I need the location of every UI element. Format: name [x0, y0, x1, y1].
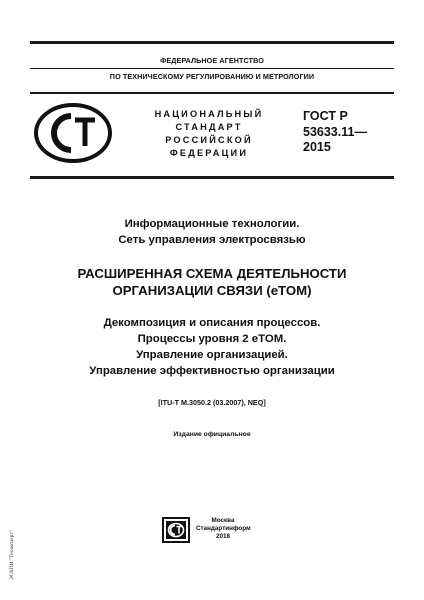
standard-line-3: РОССИЙСКОЙ — [165, 135, 253, 145]
subtitle-line-4: Управление эффективностью организации — [89, 365, 335, 377]
gost-line-1: ГОСТ Р — [303, 109, 348, 123]
edition-label: Издание официальное — [173, 431, 251, 438]
main-title-line-2: ОРГАНИЗАЦИИ СВЯЗИ (eTOM) — [112, 283, 312, 298]
subtitle-line-1: Декомпозиция и описания процессов. — [103, 317, 321, 329]
publisher-name: Стандартинформ — [196, 525, 251, 532]
itu-reference: [ITU-T M.3050.2 (03.2007), NEQ] — [158, 398, 266, 407]
gost-line-2: 53633.11— — [303, 125, 367, 139]
agency-line-2: ПО ТЕХНИЧЕСКОМУ РЕГУЛИРОВАНИЮ И МЕТРОЛОГИИ — [109, 72, 315, 81]
agency-divider — [30, 68, 394, 69]
publisher-year: 2018 — [215, 533, 230, 540]
title-line-2: Сеть управления электросвязью — [118, 234, 306, 246]
subtitle-line-3: Управление организацией. — [136, 349, 288, 361]
side-note: ЭСКПИ "Техэксперт" — [9, 530, 15, 580]
standard-line-4: ФЕДЕРАЦИИ — [169, 148, 249, 158]
agency-line-1: ФЕДЕРАЛЬНОЕ АГЕНТСТВО — [160, 56, 264, 65]
top-rule — [30, 41, 394, 44]
subtitle-line-2: Процессы уровня 2 eTOM. — [137, 333, 287, 345]
publisher-city: Москва — [211, 517, 235, 524]
title-line-1: Информационные технологии. — [124, 218, 300, 230]
header-rule — [30, 92, 394, 94]
rst-emblem-icon — [33, 102, 113, 164]
standard-line-1: НАЦИОНАЛЬНЫЙ — [154, 109, 264, 119]
standard-line-2: СТАНДАРТ — [175, 122, 243, 132]
standartinform-logo-icon — [162, 517, 190, 543]
main-title-line-1: РАСШИРЕННАЯ СХЕМА ДЕЯТЕЛЬНОСТИ — [77, 266, 347, 281]
gost-line-3: 2015 — [303, 140, 331, 154]
header-bottom-rule — [30, 176, 394, 179]
